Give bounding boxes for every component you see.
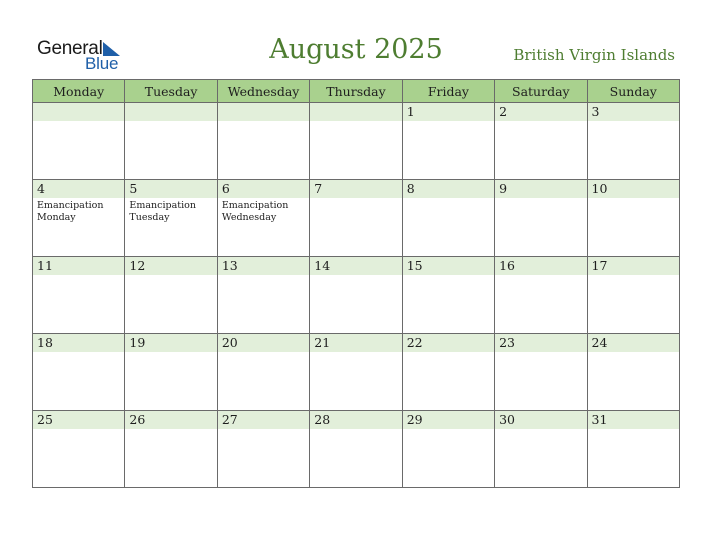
day-cell [217, 334, 309, 411]
day-number: 21 [314, 335, 331, 350]
day-number: 10 [591, 181, 608, 196]
day-cell [125, 334, 217, 411]
day-number: 28 [314, 412, 331, 427]
day-number: 6 [221, 181, 230, 196]
day-cell [402, 103, 494, 180]
day-number: 30 [499, 412, 516, 427]
holiday-label: Emancipation Wednesday [221, 200, 289, 223]
day-cell [495, 257, 587, 334]
week-row [33, 334, 680, 411]
day-number: 29 [406, 412, 423, 427]
day-number: 26 [129, 412, 146, 427]
day-number: 19 [129, 335, 146, 350]
day-number: 1 [406, 104, 415, 119]
week-row [33, 103, 680, 180]
day-number: 14 [314, 258, 331, 273]
weekday-header: Thursday [310, 80, 402, 103]
day-cell [33, 411, 125, 488]
calendar-grid [32, 79, 680, 488]
day-number: 25 [37, 412, 53, 427]
day-number: 17 [591, 258, 608, 273]
day-cell [33, 334, 125, 411]
day-cell [310, 411, 402, 488]
day-number-band [125, 180, 216, 198]
day-cell [125, 257, 217, 334]
day-cell [495, 334, 587, 411]
day-cell [495, 180, 587, 257]
day-number: 31 [591, 412, 608, 427]
day-number-band [495, 180, 586, 198]
day-cell [125, 103, 217, 180]
day-cell [33, 257, 125, 334]
week-row [33, 411, 680, 488]
weekday-header: Friday [402, 80, 494, 103]
weekday-header: Wednesday [217, 80, 309, 103]
day-number: 23 [499, 335, 516, 350]
day-cell [587, 180, 679, 257]
day-cell [495, 103, 587, 180]
day-number: 11 [37, 258, 53, 273]
day-cell [310, 180, 402, 257]
day-cell [587, 334, 679, 411]
day-number-band [495, 103, 586, 121]
day-number: 8 [406, 181, 415, 196]
day-number: 3 [591, 104, 600, 119]
day-cell [310, 334, 402, 411]
day-number: 27 [221, 412, 238, 427]
day-number-band [218, 103, 309, 121]
day-cell [402, 411, 494, 488]
day-cell [587, 411, 679, 488]
day-cell [402, 334, 494, 411]
day-number-band [588, 103, 679, 121]
day-number: 5 [129, 181, 138, 196]
day-number: 20 [221, 335, 238, 350]
weekday-header: Monday [33, 80, 125, 103]
day-number-band [125, 103, 216, 121]
day-number-band [310, 103, 401, 121]
day-cell [402, 257, 494, 334]
day-cell [217, 180, 309, 257]
day-number: 16 [499, 258, 516, 273]
day-number: 18 [37, 335, 53, 350]
day-cell [33, 180, 125, 257]
logo-text-general: General [37, 38, 103, 59]
weekday-header-row [33, 80, 680, 103]
day-cell [310, 103, 402, 180]
day-cell [495, 411, 587, 488]
day-number: 15 [406, 258, 423, 273]
day-number: 13 [221, 258, 238, 273]
holiday-label: Emancipation Monday [37, 200, 104, 223]
region-label: British Virgin Islands [513, 46, 675, 64]
day-number: 24 [591, 335, 608, 350]
day-cell [587, 257, 679, 334]
day-number-band [403, 180, 494, 198]
day-number-band [403, 103, 494, 121]
holiday-label: Emancipation Tuesday [129, 200, 196, 223]
day-cell [402, 180, 494, 257]
day-number: 7 [314, 181, 323, 196]
day-cell [217, 103, 309, 180]
day-number: 22 [406, 335, 423, 350]
day-number: 4 [37, 181, 45, 196]
day-cell [217, 257, 309, 334]
day-cell [125, 411, 217, 488]
day-cell [33, 103, 125, 180]
day-number-band [33, 180, 124, 198]
day-number-band [310, 180, 401, 198]
weekday-header: Tuesday [125, 80, 217, 103]
weekday-header: Saturday [495, 80, 587, 103]
page-title: August 2025 [269, 34, 443, 65]
day-cell [217, 411, 309, 488]
logo-text-blue: Blue [85, 54, 119, 73]
week-row [33, 257, 680, 334]
day-number: 2 [499, 104, 508, 119]
generalblue-logo [37, 39, 127, 75]
day-number: 12 [129, 258, 146, 273]
day-cell [125, 180, 217, 257]
day-number-band [218, 180, 309, 198]
day-cell [310, 257, 402, 334]
day-cell [587, 103, 679, 180]
weekday-header: Sunday [587, 80, 679, 103]
day-number-band [33, 103, 124, 121]
week-row [33, 180, 680, 257]
day-number: 9 [499, 181, 508, 196]
